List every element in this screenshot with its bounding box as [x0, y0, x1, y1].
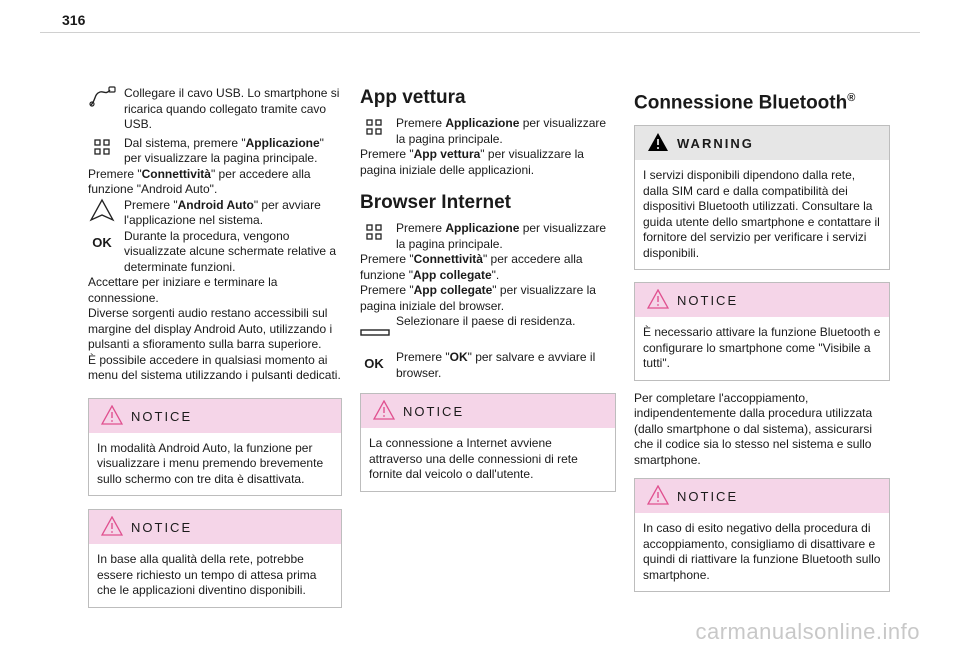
instruction-text: Selezionare il paese di residenza. — [396, 314, 576, 328]
middle-column — [360, 86, 616, 492]
notice-header — [361, 394, 615, 428]
apps-grid-icon — [360, 119, 388, 140]
notice-title: NOTICE — [131, 408, 193, 424]
instruction-text: Premere "App vettura" per visualizzare la pagina iniziale delle applicazioni. — [360, 147, 584, 177]
notice-text: È necessario attivare la funzione Bluetooth e configurare lo smartphone come "Visibile a tutti". — [643, 325, 881, 371]
instruction-text: Premere Applicazione per visualizzare la pagina principale. — [396, 116, 607, 146]
warning-text: I servizi disponibili dipendono dalla rete, dalla SIM card e dalla compatibilità dei dispositivi Bluetooth utilizzati. Consultare la guida utente dello smartphone e contattare il fornitore del servizio per verificare i servizi disponibili. — [643, 168, 880, 260]
section-heading: Browser Internet — [360, 192, 511, 213]
selection-bar-icon — [360, 324, 388, 342]
notice-icon — [373, 400, 395, 420]
right-column — [634, 86, 890, 592]
instruction-text: Accettare per iniziare e terminare la connessione. — [88, 275, 278, 305]
warning-title: WARNING — [677, 136, 754, 152]
section-heading: Connessione Bluetooth® — [634, 92, 856, 114]
notice-title: NOTICE — [677, 293, 739, 309]
notice-header — [89, 399, 341, 433]
notice-header — [89, 510, 341, 544]
notice-text: La connessione a Internet avviene attraverso una delle connessioni di rete fornite dal veicolo o dall'utente. — [369, 436, 578, 481]
instruction-text: Premere "Connettività" per accedere alla funzione "Android Auto". — [88, 166, 311, 196]
instruction-text: Premere Applicazione per visualizzare la pagina principale. — [396, 221, 607, 251]
ok-icon: OK — [364, 356, 384, 371]
notice-box — [634, 478, 890, 592]
instruction-text: Durante la procedura, vengono visualizzate alcune schermate relative a determinate funzioni. — [124, 228, 337, 274]
instruction-text: Premere "App collegate" per visualizzare la pagina iniziale del browser. — [360, 283, 596, 313]
apps-grid-icon — [88, 139, 116, 160]
notice-box — [360, 393, 616, 492]
instruction-text: Collegare il cavo USB. Lo smartphone si ricarica quando collegato tramite cavo USB. — [124, 86, 340, 131]
warning-header — [635, 126, 889, 160]
instruction-text: Diverse sorgenti audio restano accessibili sul margine del display Android Auto, utilizzando i pulsanti a sfioramento sulla barra superiore. — [88, 306, 333, 351]
warning-icon — [647, 132, 669, 152]
notice-icon — [647, 485, 669, 505]
page-number: 316 — [62, 12, 86, 28]
paragraph-text: Per completare l'accoppiamento, indipendentemente dalla procedura utilizzata (dallo smartphone o dal sistema), assicurarsi che il codice sia lo stesso nel sistema e sullo smartphone. — [634, 390, 873, 467]
notice-icon — [101, 405, 123, 425]
notice-icon — [647, 289, 669, 309]
usb-cable-icon — [88, 86, 116, 113]
notice-text: In modalità Android Auto, la funzione per visualizzare i menu premendo brevemente sullo schermo con tre dita è disattivata. — [97, 440, 324, 486]
instruction-text: Premere "Connettività" per accedere alla funzione "App collegate". — [360, 252, 583, 282]
notice-header — [635, 283, 889, 317]
ok-icon: OK — [92, 234, 112, 250]
left-column — [88, 86, 342, 608]
header-divider — [40, 32, 920, 33]
notice-icon — [101, 516, 123, 536]
notice-title: NOTICE — [131, 520, 193, 535]
watermark: carmanualsonline.info — [695, 619, 920, 644]
notice-text: In base alla qualità della rete, potrebbe essere richiesto un tempo di attesa prima che le applicazioni diventino disponibili. — [97, 552, 317, 597]
notice-box — [88, 509, 342, 608]
apps-grid-icon — [360, 224, 388, 245]
instruction-text: Premere "OK" per salvare e avviare il browser. — [396, 350, 596, 380]
notice-title: NOTICE — [677, 489, 739, 505]
notice-title: NOTICE — [403, 404, 465, 419]
notice-header — [635, 479, 889, 513]
instruction-text: Dal sistema, premere "Applicazione" per visualizzare la pagina principale. — [124, 135, 324, 165]
notice-box — [634, 282, 890, 381]
instruction-text: È possibile accedere in qualsiasi momento ai menu del sistema utilizzando i pulsanti dedicati. — [88, 352, 341, 382]
android-auto-icon — [88, 198, 116, 227]
instruction-text: Premere "Android Auto" per avviare l'applicazione nel sistema. — [124, 197, 321, 227]
notice-text: In caso di esito negativo della procedura di accoppiamento, consigliamo di disattivare e quindi di riattivare la funzione Bluetooth sullo smartphone. — [643, 521, 881, 582]
warning-box — [634, 125, 890, 270]
section-heading: App vettura — [360, 87, 466, 108]
notice-box — [88, 398, 342, 497]
